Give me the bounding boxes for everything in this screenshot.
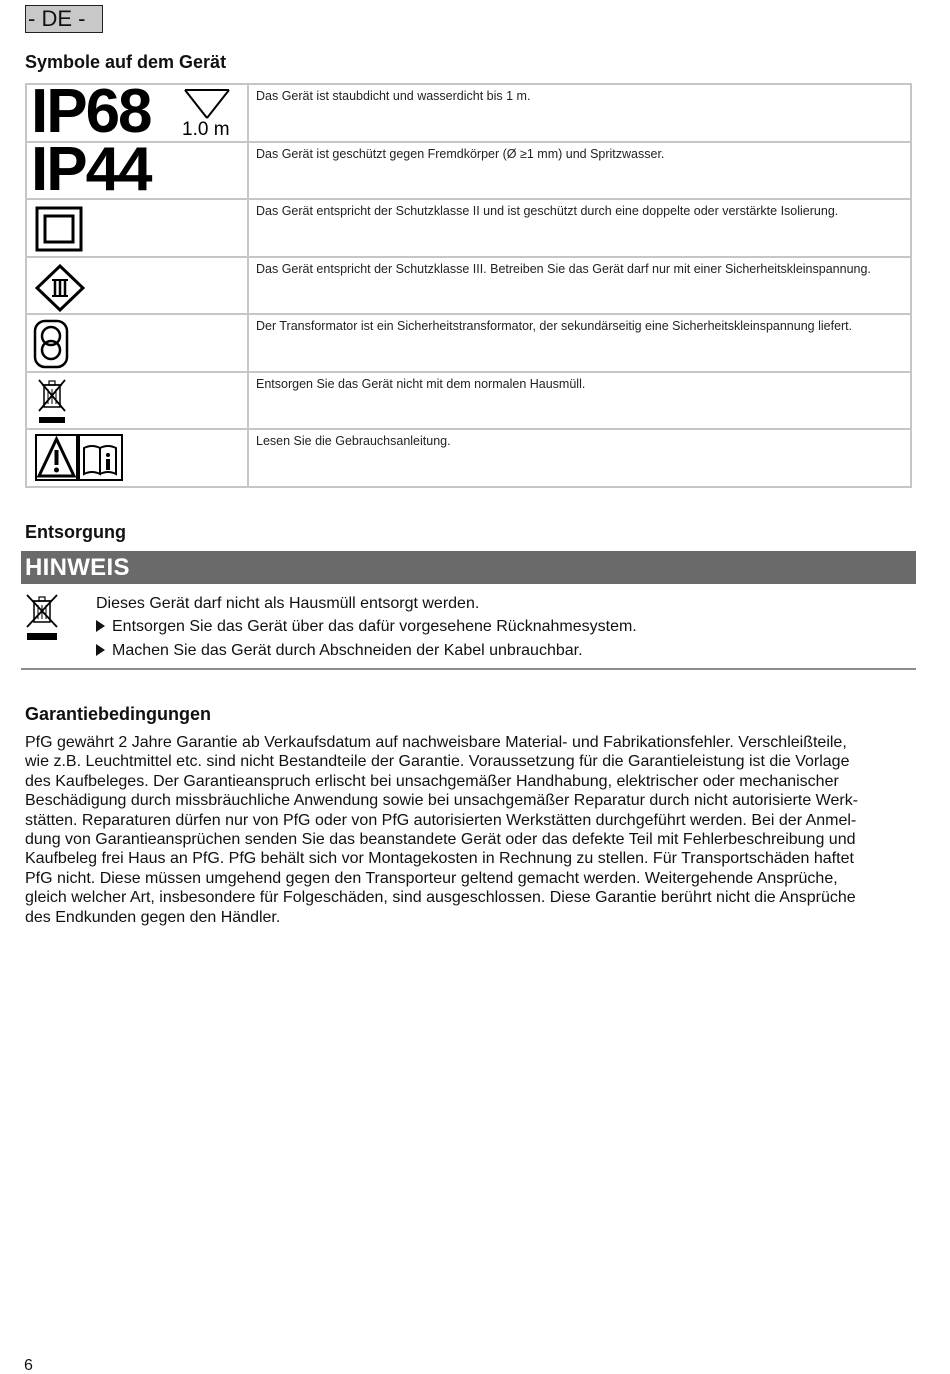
depth-label: 1.0 m xyxy=(182,119,230,140)
warranty-line: dung von Garantieansprüchen senden Sie das beanstandete Gerät oder das defekte Teil mit Fehlerbeschreibung und xyxy=(25,831,856,849)
symbol-cell xyxy=(26,257,248,315)
warranty-heading: Garantiebedingungen xyxy=(25,704,212,724)
notice-line: Dieses Gerät darf nicht als Hausmüll entsorgt werden. xyxy=(96,595,480,612)
warranty-line: gleich welcher Art, insbesondere für Folgeschäden, sind ausgeschlossen. Diese Garantie berührt nicht die Ansprüche xyxy=(25,889,856,907)
crossed-bin-icon xyxy=(24,593,60,643)
symbols-heading: Symbole auf dem Gerät xyxy=(25,52,227,72)
warning-read-manual-icon xyxy=(35,434,123,482)
warranty-line: des Endkunden gegen den Händler. xyxy=(25,908,281,926)
warranty-text xyxy=(25,733,915,927)
symbols-table xyxy=(25,77,912,488)
symbol-row-class3 xyxy=(26,257,911,315)
symbol-row-manual xyxy=(26,429,911,487)
ip44-label: IP44 xyxy=(31,134,151,204)
depth-triangle-icon xyxy=(184,88,230,120)
symbol-row-ip44 xyxy=(26,142,911,200)
symbol-row-disposal xyxy=(26,372,911,430)
symbol-description: Der Transformator ist ein Sicherheitstransformator, der sekundärseitig eine Sicherheitskleinspannung liefert. xyxy=(248,314,911,372)
notice-bullet xyxy=(96,618,637,636)
symbol-cell xyxy=(26,372,248,430)
notice-bullet-text: Machen Sie das Gerät durch Abschneiden der Kabel unbrauchbar. xyxy=(112,642,583,659)
symbol-description: Lesen Sie die Gebrauchsanleitung. xyxy=(248,429,911,487)
language-tag: - DE - xyxy=(25,5,103,33)
notice-body xyxy=(21,584,916,670)
symbol-row-transformer xyxy=(26,314,911,372)
warranty-line: wie z.B. Leuchtmittel etc. sind nicht Bestandteile der Garantie. Voraussetzung für die Garantieleistung ist die Vorlage xyxy=(25,753,850,771)
bullet-arrow-icon xyxy=(96,620,105,632)
symbol-description: Das Gerät entspricht der Schutzklasse III. Betreiben Sie das Gerät darf nur mit einer Sicherheitskleinspannung. xyxy=(248,257,911,315)
safety-transformer-icon xyxy=(33,319,69,369)
symbol-cell xyxy=(26,429,248,487)
protection-class-2-icon xyxy=(35,206,83,252)
symbol-cell xyxy=(26,314,248,372)
warranty-line: Beschädigung durch missbräuchliche Anwendung sowie bei unsachgemäßer Reparatur durch nicht autorisierte Werk- xyxy=(25,792,859,810)
symbol-cell xyxy=(26,77,248,146)
notice-bullet-text: Entsorgen Sie das Gerät über das dafür vorgesehene Rücknahmesystem. xyxy=(112,618,637,635)
notice-banner: HINWEIS xyxy=(21,551,916,584)
warranty-line: PfG gewährt 2 Jahre Garantie ab Verkaufsdatum auf nachweisbare Material- und Fabrikationsfehler. Verschleißteile, xyxy=(25,734,847,751)
warranty-line: PfG nicht. Diese müssen umgehend gegen den Transporteur geltend gemacht werden. Weitergehende Ansprüche, xyxy=(25,869,838,887)
bullet-arrow-icon xyxy=(96,644,105,656)
symbol-description: Entsorgen Sie das Gerät nicht mit dem normalen Hausmüll. xyxy=(248,372,911,430)
crossed-bin-icon xyxy=(35,377,69,427)
warranty-line: Kaufbeleg frei Haus an PfG. PfG behält sich vor Montagekosten in Rechnung zu stellen. Für Transportschäden haftet xyxy=(25,850,854,868)
symbol-description: Das Gerät entspricht der Schutzklasse II und ist geschützt durch eine doppelte oder verstärkte Isolierung. xyxy=(248,199,911,257)
disposal-heading: Entsorgung xyxy=(25,522,126,542)
symbol-description: Das Gerät ist staubdicht und wasserdicht bis 1 m. xyxy=(248,84,911,142)
symbol-row-class2 xyxy=(26,199,911,257)
symbol-cell xyxy=(26,134,248,204)
protection-class-3-icon xyxy=(35,264,85,312)
warranty-line: des Kaufbeleges. Der Garantieanspruch erlischt bei unsachgemäßer Handhabung, elektrischer oder mechanischer xyxy=(25,772,839,790)
symbol-description: Das Gerät ist geschützt gegen Fremdkörper (Ø ≥1 mm) und Spritzwasser. xyxy=(248,142,911,200)
page-number: 6 xyxy=(24,1357,33,1374)
warranty-line: stätten. Reparaturen dürfen nur von PfG oder von PfG autorisierten Werkstätten durchgeführt werden. Bei der Anmel- xyxy=(25,811,857,829)
symbol-row-ip68 xyxy=(26,84,911,142)
ip68-label: IP68 xyxy=(31,77,151,146)
notice-bullet xyxy=(96,642,583,660)
symbol-cell xyxy=(26,199,248,257)
